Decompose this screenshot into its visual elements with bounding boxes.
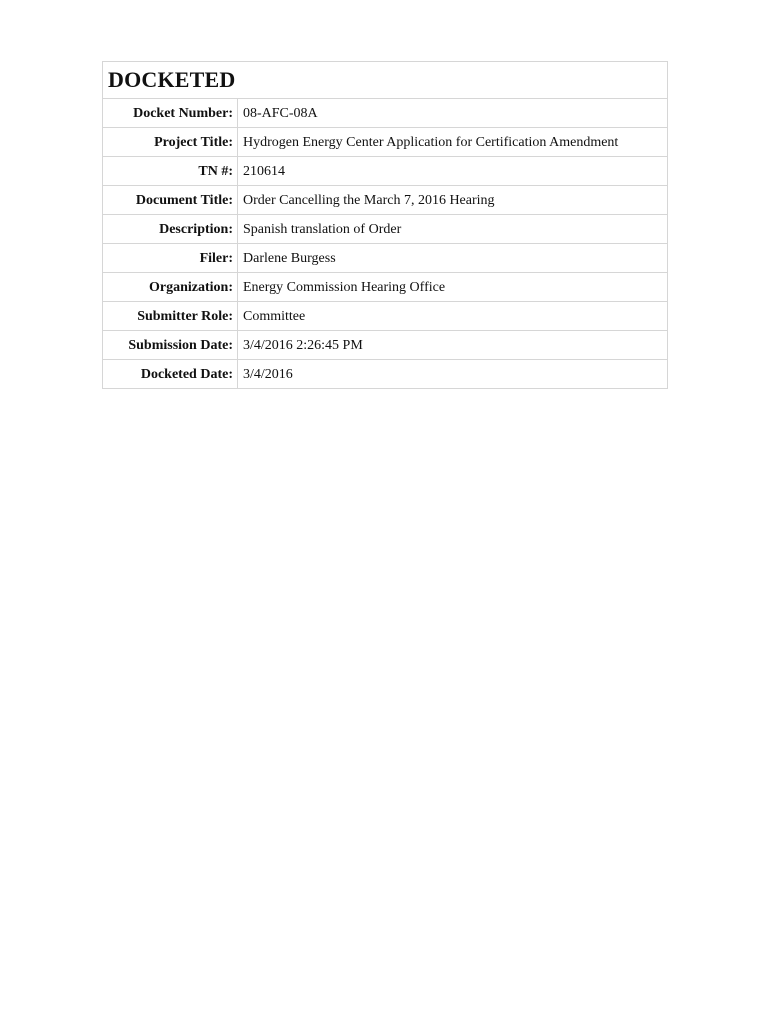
organization-row [103,273,667,302]
submission-date-label: Submission Date: [103,331,238,359]
project-title-row [103,128,667,157]
tn-label: TN #: [103,157,238,185]
docketed-date-label: Docketed Date: [103,360,238,388]
filer-row [103,244,667,273]
tn-value: 210614 [243,164,285,179]
project-title-label: Project Title: [103,128,238,156]
filer-value: Darlene Burgess [243,251,336,266]
description-row [103,215,667,244]
submitter-role-label: Submitter Role: [103,302,238,330]
docketed-heading: DOCKETED [108,67,236,92]
docketed-date-row [103,360,667,388]
filer-label: Filer: [103,244,238,272]
tn-row [103,157,667,186]
project-title-value: Hydrogen Energy Center Application for Certification Amendment [243,135,619,150]
docketed-date-value: 3/4/2016 [243,367,293,382]
document-title-label: Document Title: [103,186,238,214]
organization-value: Energy Commission Hearing Office [243,280,446,295]
docket-header [103,62,667,99]
description-label: Description: [103,215,238,243]
docket-number-value: 08-AFC-08A [243,106,318,121]
docket-number-row [103,99,667,128]
submission-date-row [103,331,667,360]
docket-number-label: Docket Number: [103,99,238,127]
organization-label: Organization: [103,273,238,301]
submission-date-value: 3/4/2016 2:26:45 PM [243,338,363,353]
submitter-role-value: Committee [243,309,306,324]
description-value: Spanish translation of Order [243,222,402,237]
document-title-row [103,186,667,215]
document-title-value: Order Cancelling the March 7, 2016 Hearing [243,193,495,208]
docket-info-box [102,61,668,389]
submitter-role-row [103,302,667,331]
